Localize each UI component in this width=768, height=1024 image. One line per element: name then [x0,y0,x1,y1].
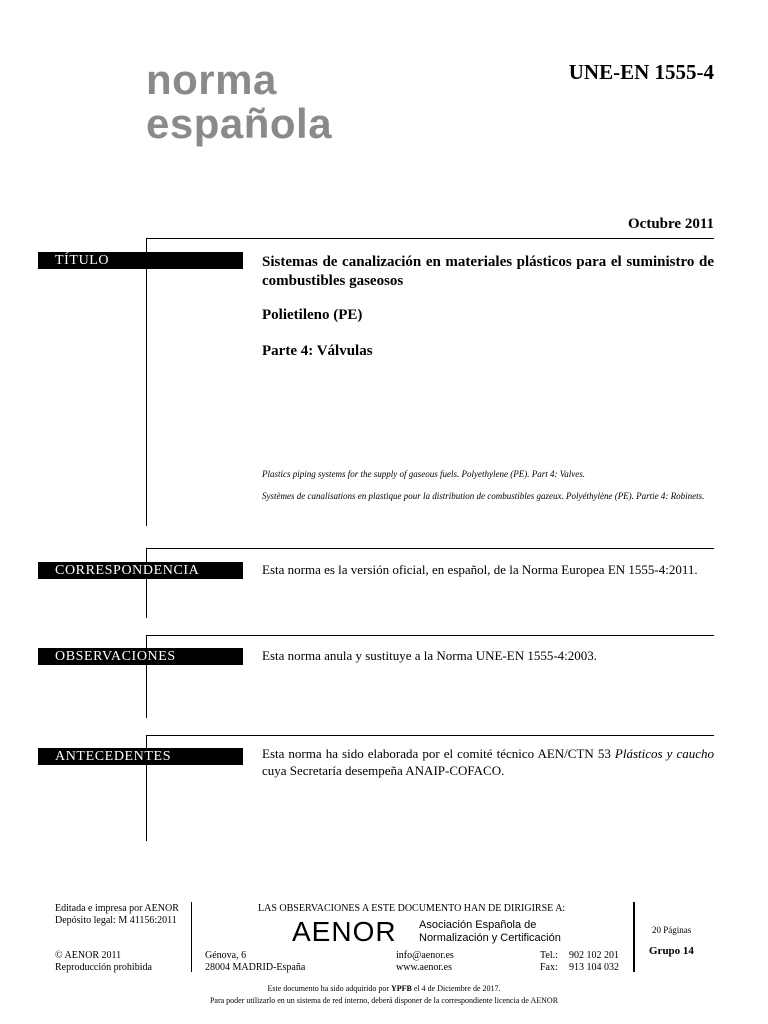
footer-edited-by: Editada e impresa por AENOR [55,903,179,914]
footer-divider-left [191,902,192,972]
antecedentes-committee-name: Plásticos y caucho [614,746,714,761]
section-rule-correspondencia [146,548,714,549]
correspondencia-text: Esta norma es la versión oficial, en español, de la Norma Europea EN 1555-4:2011. [262,562,698,577]
section-vrule-correspondencia [146,548,147,618]
footer-web[interactable]: www.aenor.es [396,962,453,973]
section-rule-antecedentes [146,735,714,736]
page-count: 20 Páginas [652,925,692,935]
antecedentes-text [262,745,714,779]
brand-line-1: norma [146,56,277,103]
footer-tel-label: Tel.: [540,950,558,961]
footer-observations-notice: LAS OBSERVACIONES A ESTE DOCUMENTO HAN DE DIRIGIRSE A: [258,903,566,914]
section-label-correspondencia: CORRESPONDENCIA [38,562,243,579]
title-translation-fr: Systèmes de canalisations en plastique pour la distribution de combustibles gazeux. Polyéthylène (PE). Partie 4: Robinets. [262,491,705,501]
license-network-note: Para poder utilizarlo en un sistema de red interno, deberá disponer de la correspondiente licencia de AENOR [209,996,559,1005]
footer-copyright: © AENOR 2011 [55,950,122,961]
observaciones-text: Esta norma anula y sustituye a la Norma UNE-EN 1555-4:2003. [262,648,598,663]
footer-fax-label: Fax: [540,962,558,973]
section-label-antecedentes: ANTECEDENTES [38,748,243,765]
document-title: Sistemas de canalización en materiales plásticos para el suministro de combustibles gaseosos [262,254,714,289]
license-note-part2: el 4 de Diciembre de 2017. [411,984,501,993]
section-vrule-titulo [146,238,147,526]
footer-divider-right [633,902,635,972]
section-label-observaciones: OBSERVACIONES [38,648,243,665]
aenor-organization-name [419,919,561,945]
license-note-part1: Este documento ha sido adquirido por [267,984,391,993]
aenor-org-line-2: Normalización y Certificación [419,932,561,944]
brand-title [146,58,332,146]
price-group: Grupo 14 [649,945,694,957]
antecedentes-text-part2: cuya Secretaría desempeña ANAIP-COFACO. [262,763,505,778]
footer-email[interactable]: info@aenor.es [396,950,454,961]
section-rule-titulo [146,238,714,239]
section-rule-observaciones [146,635,714,636]
antecedentes-text-part1: Esta norma ha sido elaborada por el comité técnico AEN/CTN 53 [262,746,615,761]
section-label-titulo: TÍTULO [38,252,243,269]
document-subtitle-1: Polietileno (PE) [262,307,363,323]
aenor-logo: AENOR [292,916,397,947]
standard-code: UNE-EN 1555-4 [568,60,714,84]
document-subtitle-2: Parte 4: Válvulas [262,343,373,359]
footer-address-street: Génova, 6 [205,950,247,961]
footer-tel: 902 102 201 [569,950,619,961]
publication-date: Octubre 2011 [628,216,714,232]
license-purchase-note [0,983,768,995]
footer-legal-deposit: Depósito legal: M 41156:2011 [55,915,177,926]
title-translation-en: Plastics piping systems for the supply of gaseous fuels. Polyethylene (PE). Part 4: Valves. [262,469,585,479]
license-company: YPFB [391,984,412,993]
brand-line-2: española [146,100,333,147]
footer-reproduction: Reproducción prohibida [55,962,152,973]
footer-address-city: 28004 MADRID-España [205,962,306,973]
aenor-org-line-1: Asociación Española de [419,919,537,931]
footer-fax: 913 104 032 [569,962,619,973]
